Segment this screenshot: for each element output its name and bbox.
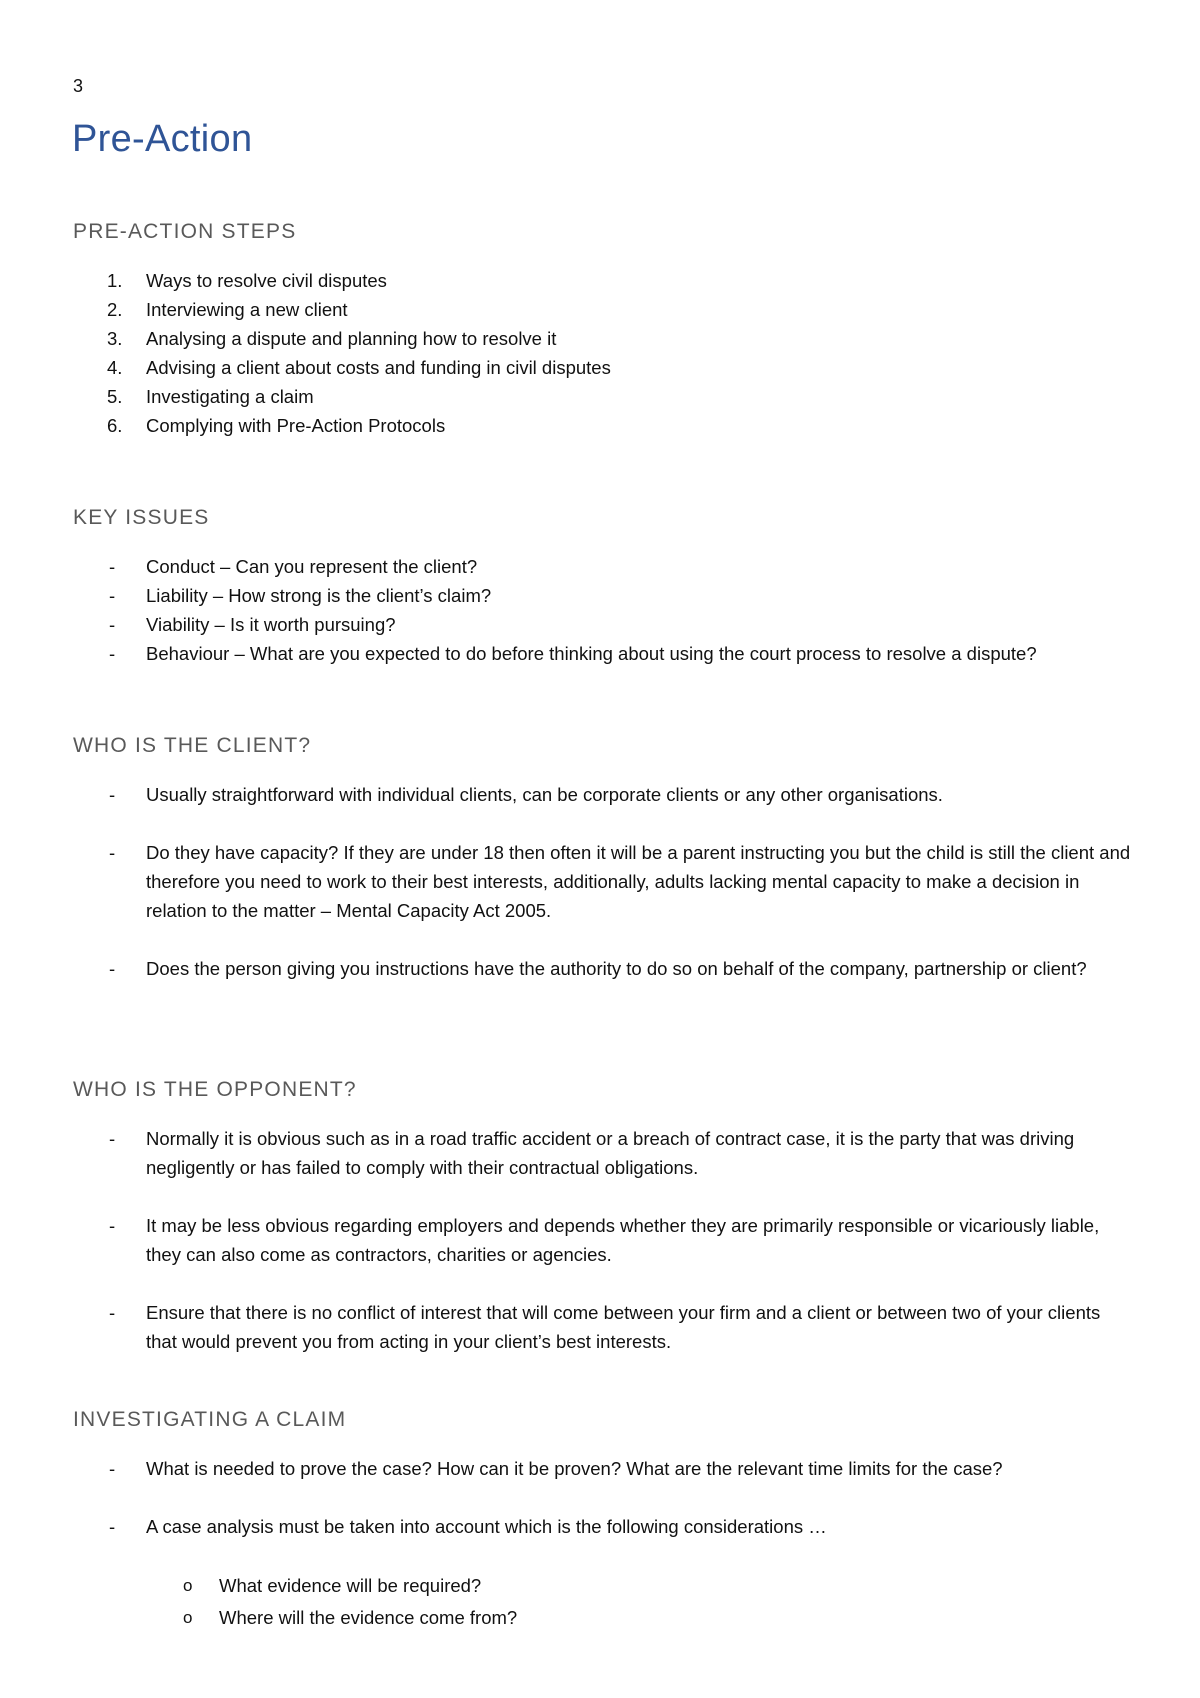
list-item-text: Advising a client about costs and funding in civil disputes [146,357,611,378]
key-issues-list [73,552,1133,668]
list-item [73,552,1133,581]
list-item-text: What is needed to prove the case? How can it be proven? What are the relevant time limits for the case? [146,1458,1003,1479]
list-item [73,411,1133,440]
list-item-text: Ensure that there is no conflict of interest that will come between your firm and a client or between two of your clients that would prevent you from acting in your client’s best interests. [146,1302,1101,1352]
list-item [73,954,1133,983]
list-item-text: Ways to resolve civil disputes [146,270,387,291]
list-marker: 6. [107,415,123,436]
list-item [73,382,1133,411]
investigating-list [73,1454,1133,1541]
section-heading-pre-action-steps: PRE-ACTION STEPS [73,220,297,243]
list-item [73,639,1133,668]
list-item-text: Viability – Is it worth pursuing? [146,614,396,635]
list-marker: - [109,1516,116,1537]
list-item [73,1298,1133,1356]
sub-list-marker: o [183,1576,193,1595]
list-item-text: Does the person giving you instructions have the authority to do so on behalf of the company, partnership or client? [146,958,1087,979]
section-heading-who-is-the-opponent: WHO IS THE OPPONENT? [73,1078,357,1101]
list-item-text: Usually straightforward with individual clients, can be corporate clients or any other organisations. [146,784,943,805]
list-item [73,324,1133,353]
list-marker: - [109,1302,116,1323]
sub-list-item [73,1570,517,1602]
list-item [73,353,1133,382]
list-marker: - [109,1458,116,1479]
considerations-sub-list [73,1570,517,1634]
list-marker: - [109,1128,116,1149]
list-item [73,610,1133,639]
page-title: Pre-Action [72,118,253,160]
list-marker: - [109,842,116,863]
list-marker: - [109,1215,116,1236]
list-item-text: Normally it is obvious such as in a road traffic accident or a breach of contract case, it is the party that was driving negligently or has failed to comply with their contractual obligations. [146,1128,1075,1178]
list-item-text: Analysing a dispute and planning how to resolve it [146,328,557,349]
list-item-text: Liability – How strong is the client’s claim? [146,585,492,606]
list-item-text: Do they have capacity? If they are under 18 then often it will be a parent instructing you but the child is still the client and therefore you need to work to their best interests, additionally, adults lacking mental capacity to make a decision in relation to the matter – Mental Capacity Act 2005. [146,842,1131,921]
list-marker: - [109,958,116,979]
section-heading-key-issues: KEY ISSUES [73,506,210,529]
opponent-list [73,1124,1133,1356]
list-item [73,295,1133,324]
list-item [73,780,1133,809]
section-heading-investigating-a-claim: INVESTIGATING A CLAIM [73,1408,347,1431]
list-marker: - [109,556,116,577]
page-number: 3 [73,76,84,96]
list-marker: 3. [107,328,123,349]
list-item-text: Investigating a claim [146,386,314,407]
list-item-text: A case analysis must be taken into account which is the following considerations … [146,1516,827,1537]
list-marker: 5. [107,386,123,407]
list-item [73,266,1133,295]
list-marker: - [109,585,116,606]
list-marker: - [109,784,116,805]
list-item [73,1124,1133,1182]
list-item-text: Complying with Pre-Action Protocols [146,415,446,436]
sub-list-item-text: Where will the evidence come from? [219,1607,518,1628]
list-marker: 4. [107,357,123,378]
client-list [73,780,1133,983]
list-item-text: It may be less obvious regarding employers and depends whether they are primarily responsible or vicariously liable, they can also come as contractors, charities or agencies. [146,1215,1100,1265]
pre-action-steps-list [73,266,1133,440]
list-marker: 1. [107,270,123,291]
list-item-text: Behaviour – What are you expected to do before thinking about using the court process to resolve a dispute? [146,643,1037,664]
list-item [73,581,1133,610]
section-heading-who-is-the-client: WHO IS THE CLIENT? [73,734,312,757]
list-item-text: Conduct – Can you represent the client? [146,556,478,577]
sub-list-marker: o [183,1608,193,1627]
list-marker: - [109,614,116,635]
list-item [73,1512,1133,1541]
list-item [73,1454,1133,1483]
sub-list-item [73,1602,517,1634]
list-item [73,1211,1133,1269]
list-marker: - [109,643,116,664]
sub-list-item-text: What evidence will be required? [219,1575,482,1596]
list-item [73,838,1133,925]
list-item-text: Interviewing a new client [146,299,348,320]
list-marker: 2. [107,299,123,320]
